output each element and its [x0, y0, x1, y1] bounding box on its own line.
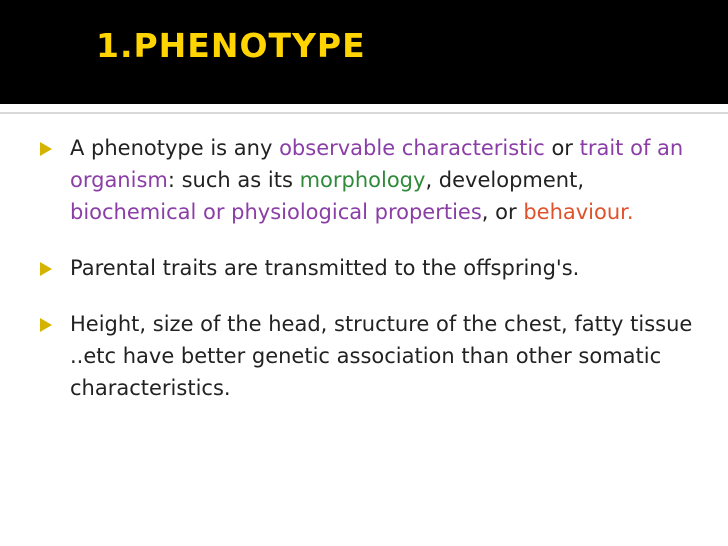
title-word: PHENOTYPE	[133, 26, 366, 65]
segment-9: , or	[481, 200, 524, 224]
bullet-item-3	[40, 308, 710, 404]
segment-trait-of-an-organism: trait of an organism	[70, 136, 684, 192]
bullet-text: Height, size of the head, structure of the chest, fatty tissue ..etc have better genetic association than other somatic characteristics.	[70, 312, 693, 400]
segment-morphology: morphology	[299, 168, 426, 192]
segment-biochemical: biochemical or physiological properties	[70, 200, 482, 224]
triangle-bullet-icon	[40, 262, 52, 276]
segment-1: A phenotype is any	[70, 136, 280, 160]
divider	[0, 112, 728, 114]
bullet-item-2	[40, 252, 710, 284]
bullet-list	[40, 132, 710, 428]
segment-5: : such as its	[167, 168, 300, 192]
triangle-bullet-icon	[40, 142, 52, 156]
segment-observable-characteristic: observable characteristic	[279, 136, 545, 160]
segment-behaviour: behaviour.	[523, 200, 634, 224]
bullet-text: Parental traits are transmitted to the offspring's.	[70, 256, 580, 280]
title-number: 1.	[96, 26, 134, 65]
segment-7: , development,	[425, 168, 584, 192]
title-bar	[0, 0, 728, 104]
triangle-bullet-icon	[40, 318, 52, 332]
slide-title	[96, 26, 366, 65]
segment-3: or	[544, 136, 580, 160]
bullet-item-1	[40, 132, 710, 228]
